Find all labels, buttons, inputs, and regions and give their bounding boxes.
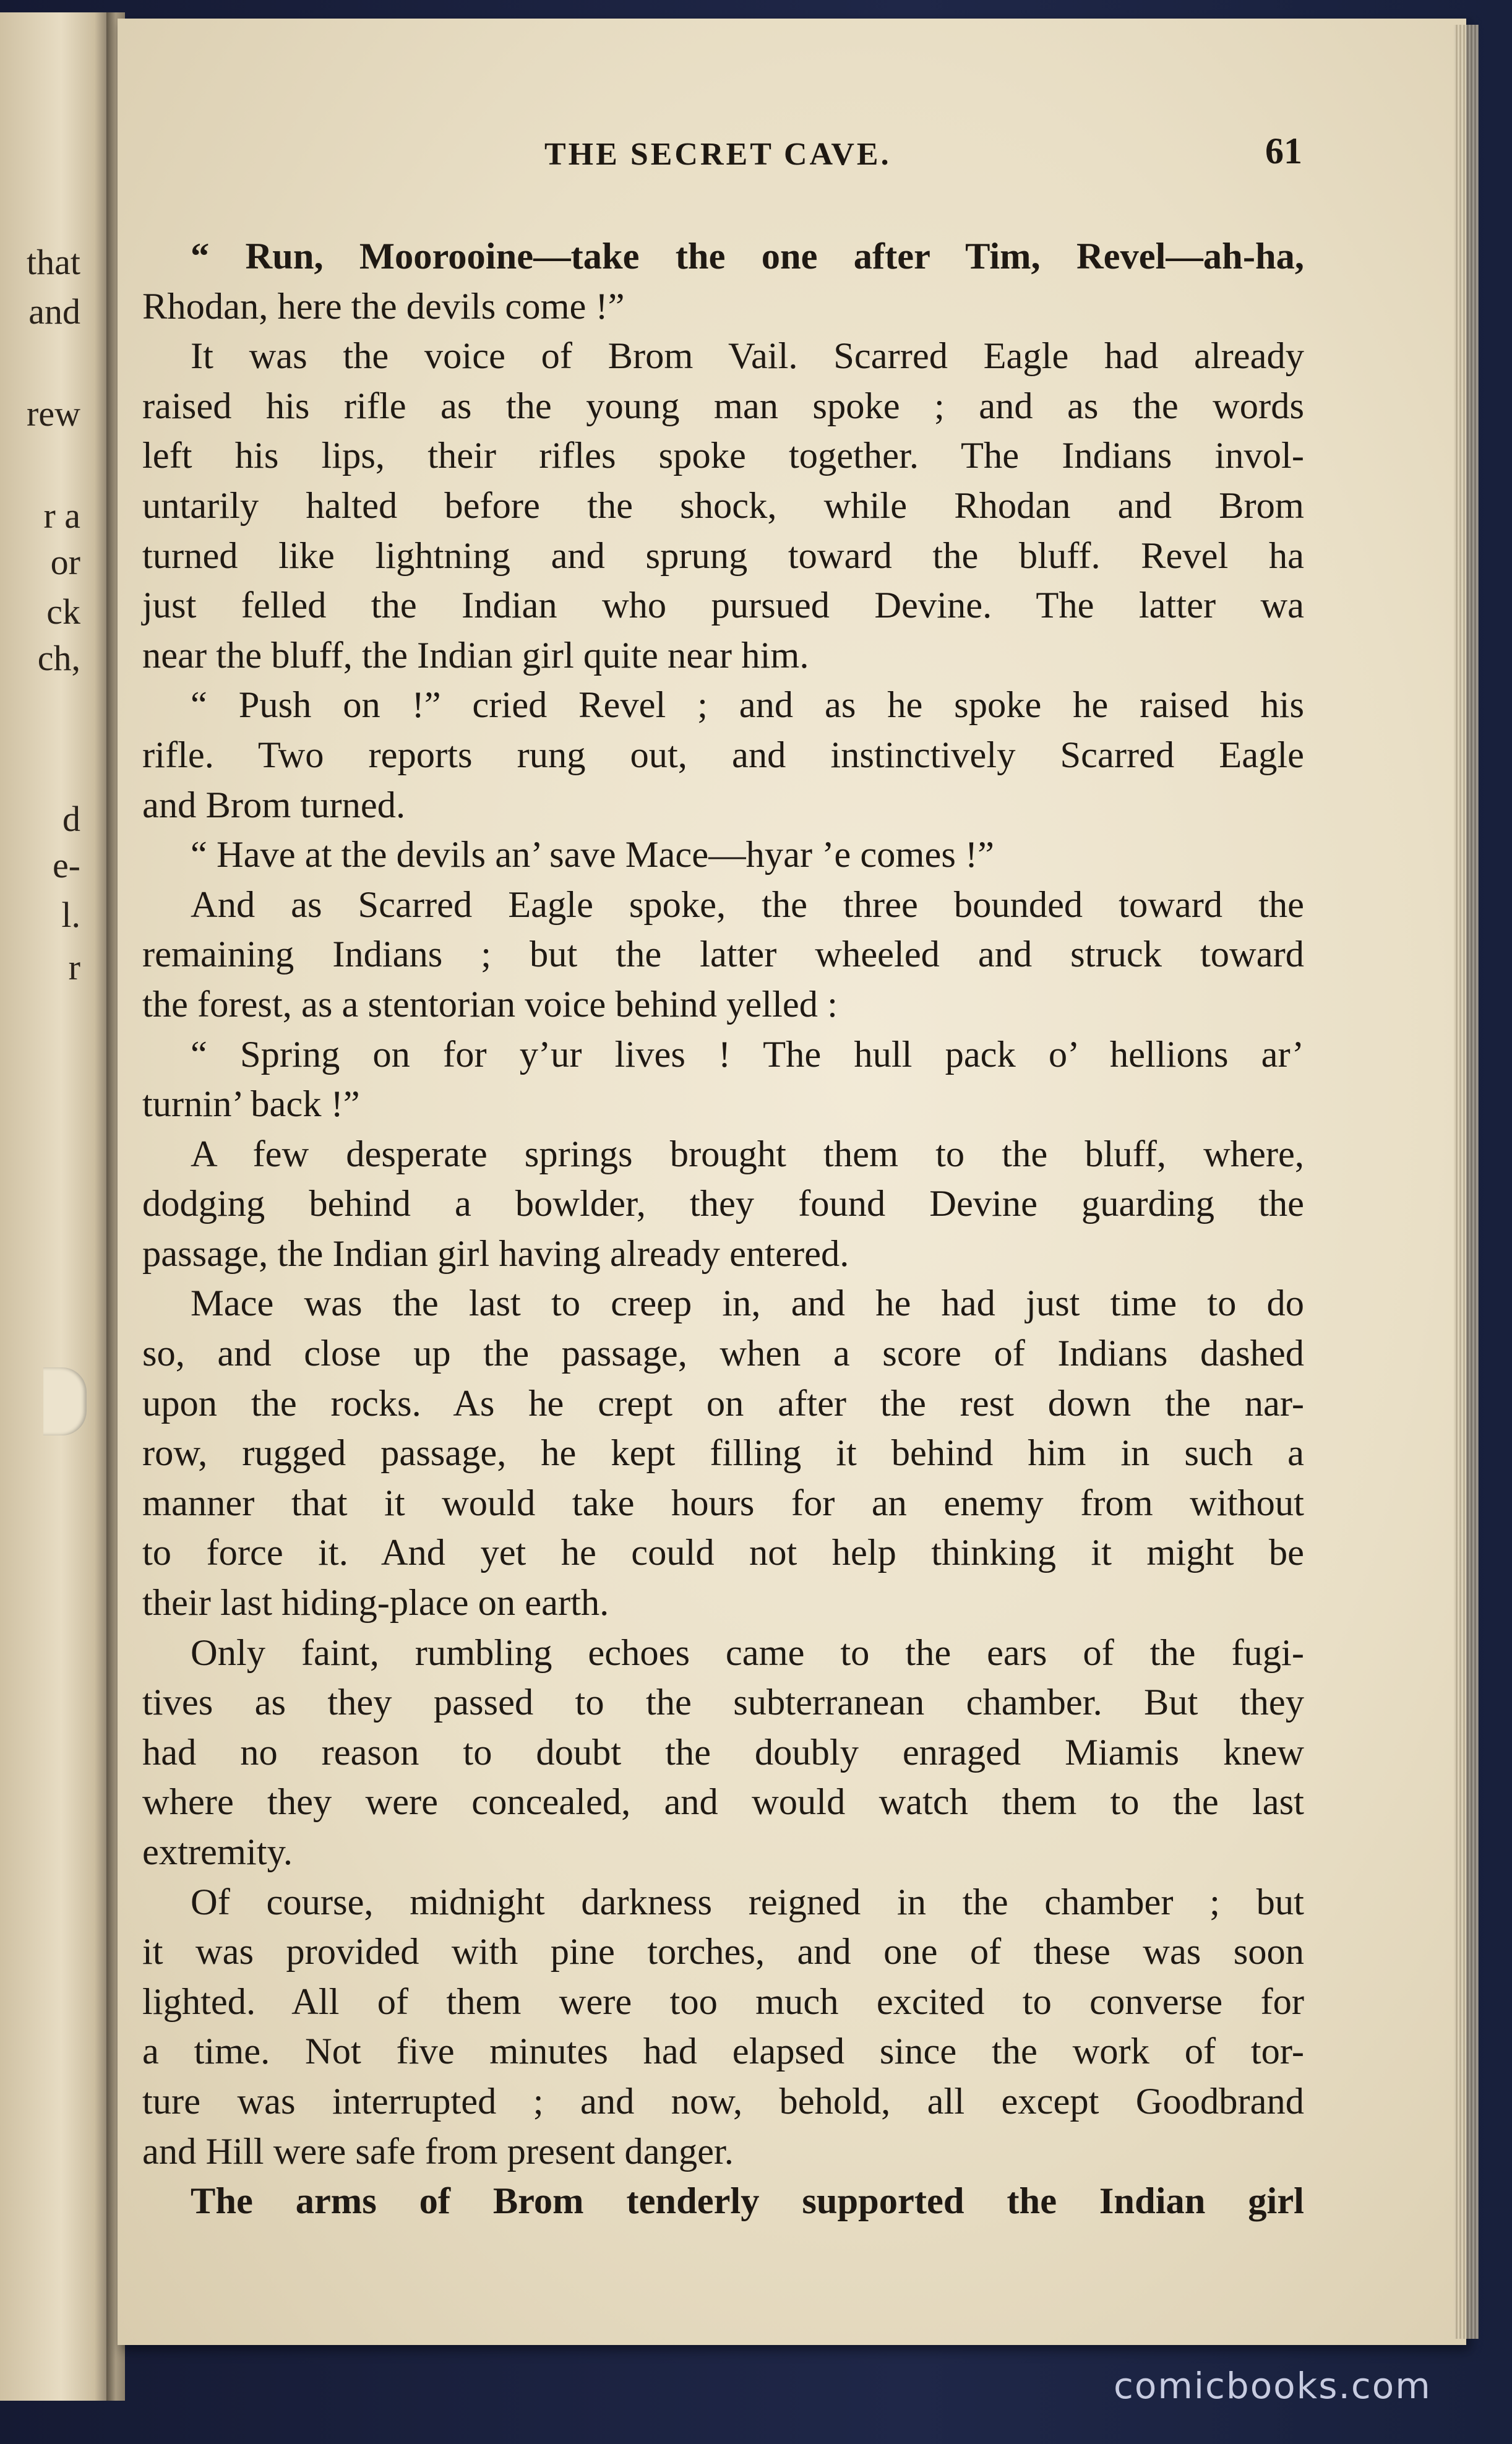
left-page-fragment: e-: [52, 845, 80, 885]
text-line: had no reason to doubt the doubly enraged Miamis knew: [142, 1731, 1304, 1773]
left-page-fragment: l.: [61, 895, 80, 935]
body-text: [142, 232, 1304, 2227]
left-page-fragment: rew: [27, 394, 80, 434]
text-line: a time. Not five minutes had elapsed since the work of tor-: [142, 2031, 1304, 2073]
text-line: Only faint, rumbling echoes came to the ears of the fugi-: [191, 1632, 1304, 1674]
text-line: A few desperate springs brought them to the bluff, where,: [191, 1133, 1304, 1175]
text-line: Mace was the last to creep in, and he had just time to do: [191, 1283, 1304, 1325]
text-line: “ Spring on for y’ur lives ! The hull pack o’ hellions ar’: [191, 1033, 1304, 1075]
text-line: dodging behind a bowlder, they found Devine guarding the: [142, 1183, 1304, 1225]
text-line: “ Have at the devils an’ save Mace—hyar ’e comes !”: [191, 834, 995, 876]
text-line: untarily halted before the shock, while Rhodan and Brom: [142, 484, 1304, 527]
page-number: 61: [1265, 131, 1302, 171]
text-line: and Brom turned.: [142, 784, 406, 826]
text-line: the forest, as a stentorian voice behind yelled :: [142, 983, 838, 1025]
text-line: where they were concealed, and would watch them to the last: [142, 1781, 1304, 1823]
text-line: Rhodan, here the devils come !”: [142, 285, 625, 327]
text-line: remaining Indians ; but the latter wheeled and struck toward: [142, 934, 1304, 976]
left-page-fragment: or: [50, 542, 80, 582]
left-page-fragment: ck: [46, 592, 80, 632]
text-line: to force it. And yet he could not help thinking it might be: [142, 1532, 1304, 1574]
text-line: raised his rifle as the young man spoke ; and as the words: [142, 385, 1304, 427]
text-line: and Hill were safe from present danger.: [142, 2130, 734, 2172]
text-line: turnin’ back !”: [142, 1083, 360, 1125]
text-line: ture was interrupted ; and now, behold, all except Goodbrand: [142, 2080, 1304, 2122]
text-line: their last hiding-place on earth.: [142, 1582, 609, 1624]
left-page-sliver: [0, 12, 111, 2401]
left-page-fragment: r: [68, 947, 80, 987]
left-page-fragment: and: [28, 291, 80, 332]
text-line: row, rugged passage, he kept filling it behind him in such a: [142, 1432, 1304, 1474]
text-line: “ Run, Moorooine—take the one after Tim, Revel—ah-ha,: [191, 236, 1304, 277]
text-line: passage, the Indian girl having already entered.: [142, 1233, 849, 1275]
book-page: [118, 19, 1466, 2345]
left-page-fragment: r a: [43, 496, 80, 536]
page-edge: [1454, 25, 1479, 2339]
text-line: It was the voice of Brom Vail. Scarred Eagle had already: [191, 335, 1304, 377]
page-header: [118, 118, 1466, 179]
text-line: turned like lightning and sprung toward the bluff. Revel ha: [142, 535, 1304, 577]
text-line: “ Push on !” cried Revel ; and as he spoke he raised his: [191, 684, 1304, 726]
text-line: tives as they passed to the subterranean chamber. But they: [142, 1682, 1304, 1724]
text-line: The arms of Brom tenderly supported the Indian girl: [191, 2180, 1304, 2222]
text-line: upon the rocks. As he crept on after the rest down the nar-: [142, 1382, 1304, 1424]
left-page-fragment: d: [62, 799, 80, 839]
text-line: Of course, midnight darkness reigned in the chamber ; but: [191, 1881, 1304, 1923]
text-line: manner that it would take hours for an enemy from without: [142, 1482, 1304, 1524]
watermark: comicbooks.com: [1114, 2365, 1432, 2407]
text-line: rifle. Two reports rung out, and instinctively Scarred Eagle: [142, 734, 1304, 776]
page-notch: [43, 1367, 87, 1435]
text-line: near the bluff, the Indian girl quite near him.: [142, 634, 809, 676]
text-line: extremity.: [142, 1831, 293, 1873]
running-head: THE SECRET CAVE.: [544, 137, 891, 172]
text-line: just felled the Indian who pursued Devine. The latter wa: [142, 585, 1304, 627]
left-page-fragment: ch,: [37, 638, 80, 678]
left-page-fragment: that: [27, 242, 80, 282]
text-line: so, and close up the passage, when a score of Indians dashed: [142, 1333, 1304, 1375]
text-line: lighted. All of them were too much excited to converse for: [142, 1981, 1304, 2023]
text-line: And as Scarred Eagle spoke, the three bounded toward the: [191, 884, 1304, 926]
text-line: it was provided with pine torches, and one of these was soon: [142, 1931, 1304, 1973]
text-line: left his lips, their rifles spoke together. The Indians invol-: [142, 435, 1304, 477]
